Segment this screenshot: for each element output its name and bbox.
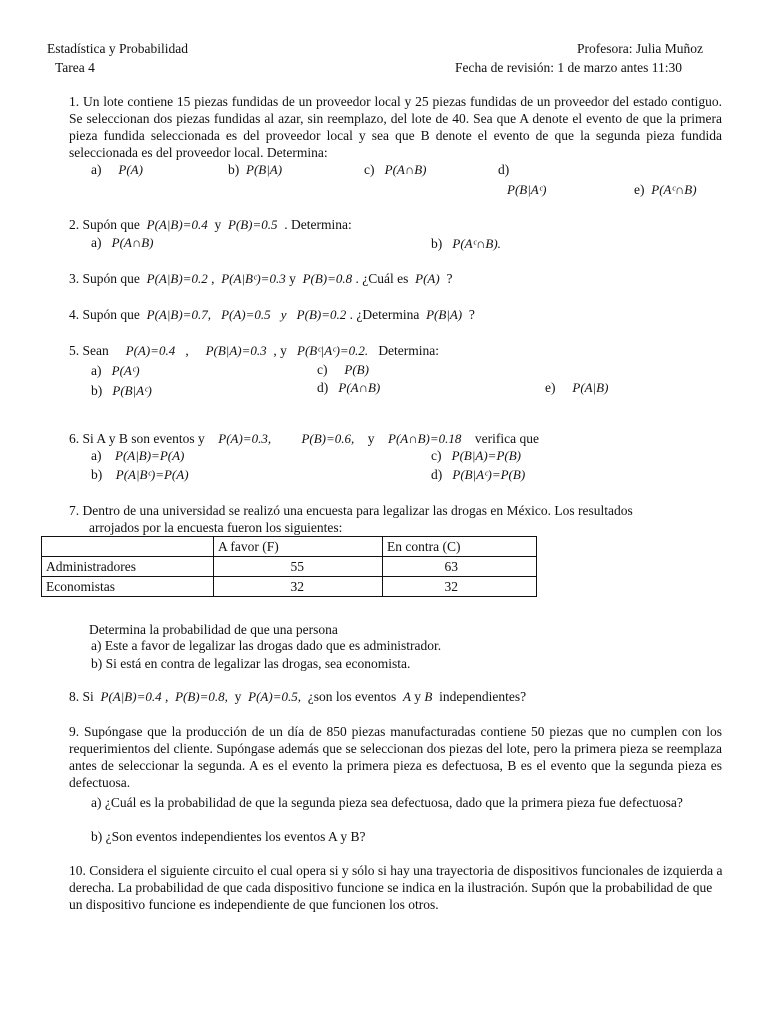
table-cell: Economistas [42, 577, 214, 597]
q1-option-a: a) P(A) [91, 162, 143, 177]
question-9-text: 9. Supóngase que la producción de un día de 850 piezas manufacturadas contiene 50 piezas que no cumplen con los requerimientos del cliente. Supóngase además que se seleccionan dos piezas del lote, pero la primera pieza se reemplaza antes de seleccionar la segunda. A es el evento la primera pieza es defectuosa, B es el evento que la segunda pieza es defectuosa. [69, 724, 722, 790]
question-7-line-1: 7. Dentro de una universidad se realizó una encuesta para legalizar las drogas en México. Los resultados [69, 503, 633, 518]
q5-option-b: b) P(B|Aᶜ) [91, 383, 152, 398]
question-10-text: 10. Considera el siguiente circuito el cual opera si y sólo si hay una trayectoria de dispositivos funcionales de izquierda a derecha. La probabilidad de que cada dispositivo funcione se indica en la ilustración. Supón que la probabilidad de que un dispositivo funcione es independiente de que funcionen los otros. [69, 863, 723, 912]
course-title: Estadística y Probabilidad [47, 41, 188, 56]
question-2-text: 2. Supón que P(A|B)=0.4 y P(B)=0.5 . Determina: [69, 217, 352, 232]
q2-option-b: b) P(Aᶜ∩B). [431, 236, 501, 251]
table-header-cell: A favor (F) [214, 537, 383, 557]
q9-option-b: b) ¿Son eventos independientes los eventos A y B? [91, 829, 366, 844]
q1-option-b: b) P(B|A) [228, 162, 283, 177]
q5-option-d: d) P(A∩B) [317, 380, 381, 395]
question-3-text: 3. Supón que P(A|B)=0.2 , P(A|Bᶜ)=0.3 y P(B)=0.8 . ¿Cuál es P(A) ? [69, 271, 453, 286]
q7-option-b: b) Si está en contra de legalizar las drogas, sea economista. [91, 656, 411, 671]
table-header-row [42, 537, 537, 557]
table-cell: 32 [214, 577, 383, 597]
table-cell: 55 [214, 557, 383, 577]
question-7-after: Determina la probabilidad de que una persona [89, 622, 338, 637]
q5-option-a: a) P(Aᶜ) [91, 363, 140, 378]
table-cell: 32 [383, 577, 537, 597]
q2-option-a: a) P(A∩B) [91, 235, 154, 250]
q1-option-d-label: d) [498, 162, 510, 177]
table-cell: Administradores [42, 557, 214, 577]
question-1-text: 1. Un lote contiene 15 piezas fundidas de un proveedor local y 25 piezas fundidas de un proveedor del estado contiguo. Se seleccionan dos piezas fundidas al azar, sin reemplazo, del lote de 40. Sea que A denote el evento de que la primera pieza fundida seleccionada es del proveedor local y sea que B denote el evento de que la segunda pieza fundida seleccionada es del proveedor local. Determina: [69, 94, 722, 160]
survey-table [41, 536, 537, 597]
question-8-text: 8. Si P(A|B)=0.4 , P(B)=0.8, y P(A)=0.5, ¿son los eventos A y B independientes? [69, 689, 527, 704]
table-row [42, 557, 537, 577]
q1-option-d: P(B|Aᶜ) [507, 182, 547, 197]
q5-option-c: c) P(B) [317, 362, 369, 377]
table-header-cell: En contra (C) [383, 537, 537, 557]
table-cell: 63 [383, 557, 537, 577]
question-4-text: 4. Supón que P(A|B)=0.7, P(A)=0.5 y P(B)=0.2 . ¿Determina P(B|A) ? [69, 307, 475, 322]
question-7-line-2: arrojados por la encuesta fueron los siguientes: [89, 520, 343, 535]
question-5-text: 5. Sean P(A)=0.4 , P(B|A)=0.3 , y P(Bᶜ|Aᶜ)=0.2. Determina: [69, 343, 440, 358]
q5-option-e: e) P(A|B) [545, 380, 609, 395]
q6-option-b: b) P(A|Bᶜ)=P(A) [91, 467, 189, 482]
revision-date: Fecha de revisión: 1 de marzo antes 11:30 [455, 60, 683, 75]
q6-option-a: a) P(A|B)=P(A) [91, 448, 185, 463]
q9-option-a: a) ¿Cuál es la probabilidad de que la segunda pieza sea defectuosa, dado que la primera pieza fue defectuosa? [91, 795, 683, 810]
assignment-number: Tarea 4 [55, 60, 95, 75]
table-row [42, 577, 537, 597]
q1-option-c: c) P(A∩B) [364, 162, 427, 177]
q6-option-c: c) P(B|A)=P(B) [431, 448, 521, 463]
q1-option-e: e) P(Aᶜ∩B) [634, 182, 697, 197]
q6-option-d: d) P(B|Aᶜ)=P(B) [431, 467, 526, 482]
teacher-name: Profesora: Julia Muñoz [577, 41, 703, 56]
question-6-text: 6. Si A y B son eventos y P(A)=0.3, P(B)=0.6, y P(A∩B)=0.18 verifica que [69, 431, 540, 446]
q7-option-a: a) Este a favor de legalizar las drogas dado que es administrador. [91, 638, 442, 653]
table-header-cell [42, 537, 214, 557]
